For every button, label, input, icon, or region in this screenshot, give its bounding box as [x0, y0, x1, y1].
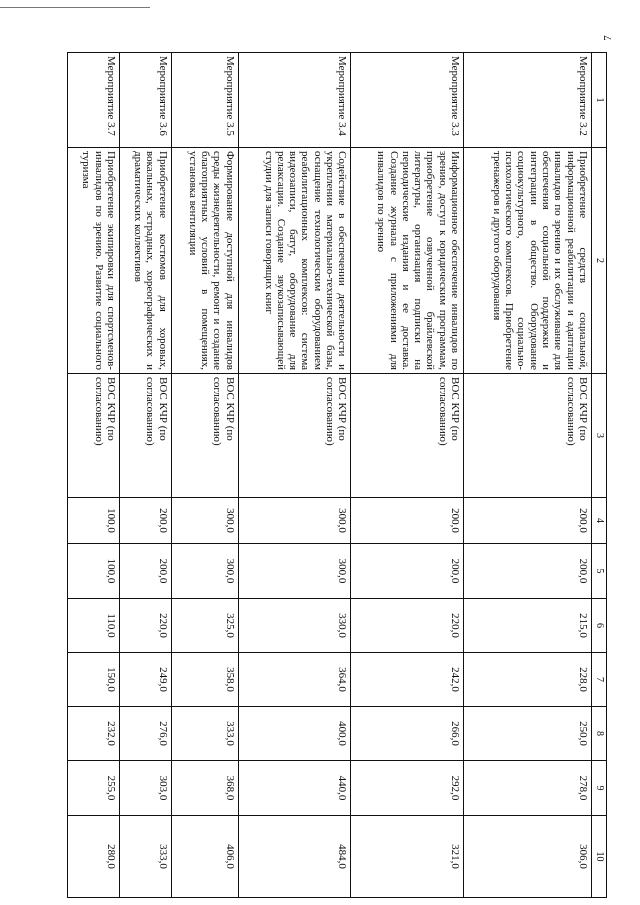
table-row: [171, 53, 238, 898]
event-name-cell: Мероприятие 3.6: [119, 53, 171, 148]
value-col4-cell: 200,0: [464, 498, 592, 544]
value-col4-cell: 200,0: [119, 498, 171, 544]
header-cell: 3: [592, 374, 607, 498]
header-cell: 9: [592, 761, 607, 816]
value-col5-cell: 300,0: [238, 544, 351, 599]
rotated-sheet: [67, 52, 607, 897]
table-body: [68, 53, 607, 898]
event-name-cell: Мероприятие 3.3: [351, 53, 464, 148]
description-cell: Информационное обеспечение инвалидов по зрению, доступ к юридическим программам, приобретение озвученной брайлевской литературы, организация подписки на периодические издания и ее доставка. Создание журнала с приложениями для инвалидов по зрению: [351, 148, 464, 374]
page-number: 7: [601, 35, 614, 41]
header-cell: 8: [592, 707, 607, 761]
description-cell: Приобретение костюмов для хоровых, вокальных, эстрадных, хореографических и драматических коллективов: [119, 148, 171, 374]
executor-cell: ВОС КЧР (по согласованию): [238, 374, 351, 498]
executor-cell: ВОС КЧР (по согласованию): [464, 374, 592, 498]
event-name-cell: Мероприятие 3.7: [68, 53, 120, 148]
value-col6-cell: 215,0: [464, 599, 592, 653]
value-col5-cell: 300,0: [171, 544, 238, 599]
value-col6-cell: 330,0: [238, 599, 351, 653]
table-row: [464, 53, 592, 898]
value-col5-cell: 200,0: [464, 544, 592, 599]
value-col7-cell: 358,0: [171, 653, 238, 707]
value-col10-cell: 333,0: [119, 816, 171, 898]
value-col7-cell: 242,0: [351, 653, 464, 707]
value-col5-cell: 200,0: [351, 544, 464, 599]
value-col9-cell: 255,0: [68, 761, 120, 816]
header-cell: 7: [592, 653, 607, 707]
event-name-cell: Мероприятие 3.4: [238, 53, 351, 148]
header-cell: 10: [592, 816, 607, 898]
table-row: [119, 53, 171, 898]
table-row: [238, 53, 351, 898]
event-name-cell: Мероприятие 3.5: [171, 53, 238, 148]
value-col9-cell: 303,0: [119, 761, 171, 816]
value-col8-cell: 250,0: [464, 707, 592, 761]
executor-cell: ВОС КЧР (по согласованию): [171, 374, 238, 498]
value-col6-cell: 220,0: [351, 599, 464, 653]
event-name-cell: Мероприятие 3.2: [464, 53, 592, 148]
value-col6-cell: 110,0: [68, 599, 120, 653]
executor-cell: ВОС КЧР (по согласованию): [351, 374, 464, 498]
value-col4-cell: 300,0: [171, 498, 238, 544]
value-col4-cell: 200,0: [351, 498, 464, 544]
description-cell: Приобретение средств социальной, информационной реабилитации и адаптации инвалидов по зрению и их обслуживание для обеспечения социальной поддержки и интеграции в общество. Оборудование социокультурного, социально-психологического комплексов. Приобретение тренажеров и другого оборудования: [464, 148, 592, 374]
value-col8-cell: 232,0: [68, 707, 120, 761]
value-col4-cell: 100,0: [68, 498, 120, 544]
table-row: [351, 53, 464, 898]
value-col8-cell: 276,0: [119, 707, 171, 761]
value-col5-cell: 100,0: [68, 544, 120, 599]
header-cell: 5: [592, 544, 607, 599]
header-cell: 1: [592, 53, 607, 148]
funding-table: [67, 52, 607, 898]
value-col7-cell: 228,0: [464, 653, 592, 707]
table-row: [68, 53, 120, 898]
value-col6-cell: 325,0: [171, 599, 238, 653]
value-col4-cell: 300,0: [238, 498, 351, 544]
value-col9-cell: 368,0: [171, 761, 238, 816]
value-col10-cell: 306,0: [464, 816, 592, 898]
value-col5-cell: 200,0: [119, 544, 171, 599]
value-col9-cell: 292,0: [351, 761, 464, 816]
scan-edge-line: [0, 7, 150, 8]
description-cell: Содействие в обеспечении деятельности и укреплении материально-технической базы, оснащение технологическим оборудованием реабилитационных комплексов: система видеозаписи, батут, оборудование для релаксации. Создание звукозаписывающей студии для записи говорящих книг: [238, 148, 351, 374]
header-cell: 2: [592, 148, 607, 374]
value-col10-cell: 280,0: [68, 816, 120, 898]
value-col7-cell: 150,0: [68, 653, 120, 707]
value-col10-cell: 406,0: [171, 816, 238, 898]
header-row: [592, 53, 607, 898]
value-col10-cell: 321,0: [351, 816, 464, 898]
description-cell: Формирование доступной для инвалидов среды жизнедеятельности, ремонт и создание благоприятных условий в помещениях, установка вентиляции: [171, 148, 238, 374]
header-cell: 6: [592, 599, 607, 653]
value-col10-cell: 484,0: [238, 816, 351, 898]
value-col8-cell: 400,0: [238, 707, 351, 761]
executor-cell: ВОС КЧР (по согласованию): [119, 374, 171, 498]
value-col8-cell: 266,0: [351, 707, 464, 761]
description-cell: Приобретение экипировки для спортсменов-инвалидов по зрению. Развитие социального туризма: [68, 148, 120, 374]
value-col9-cell: 278,0: [464, 761, 592, 816]
value-col7-cell: 249,0: [119, 653, 171, 707]
executor-cell: ВОС КЧР (по согласованию): [68, 374, 120, 498]
header-cell: 4: [592, 498, 607, 544]
value-col8-cell: 333,0: [171, 707, 238, 761]
value-col6-cell: 220,0: [119, 599, 171, 653]
value-col9-cell: 440,0: [238, 761, 351, 816]
value-col7-cell: 364,0: [238, 653, 351, 707]
